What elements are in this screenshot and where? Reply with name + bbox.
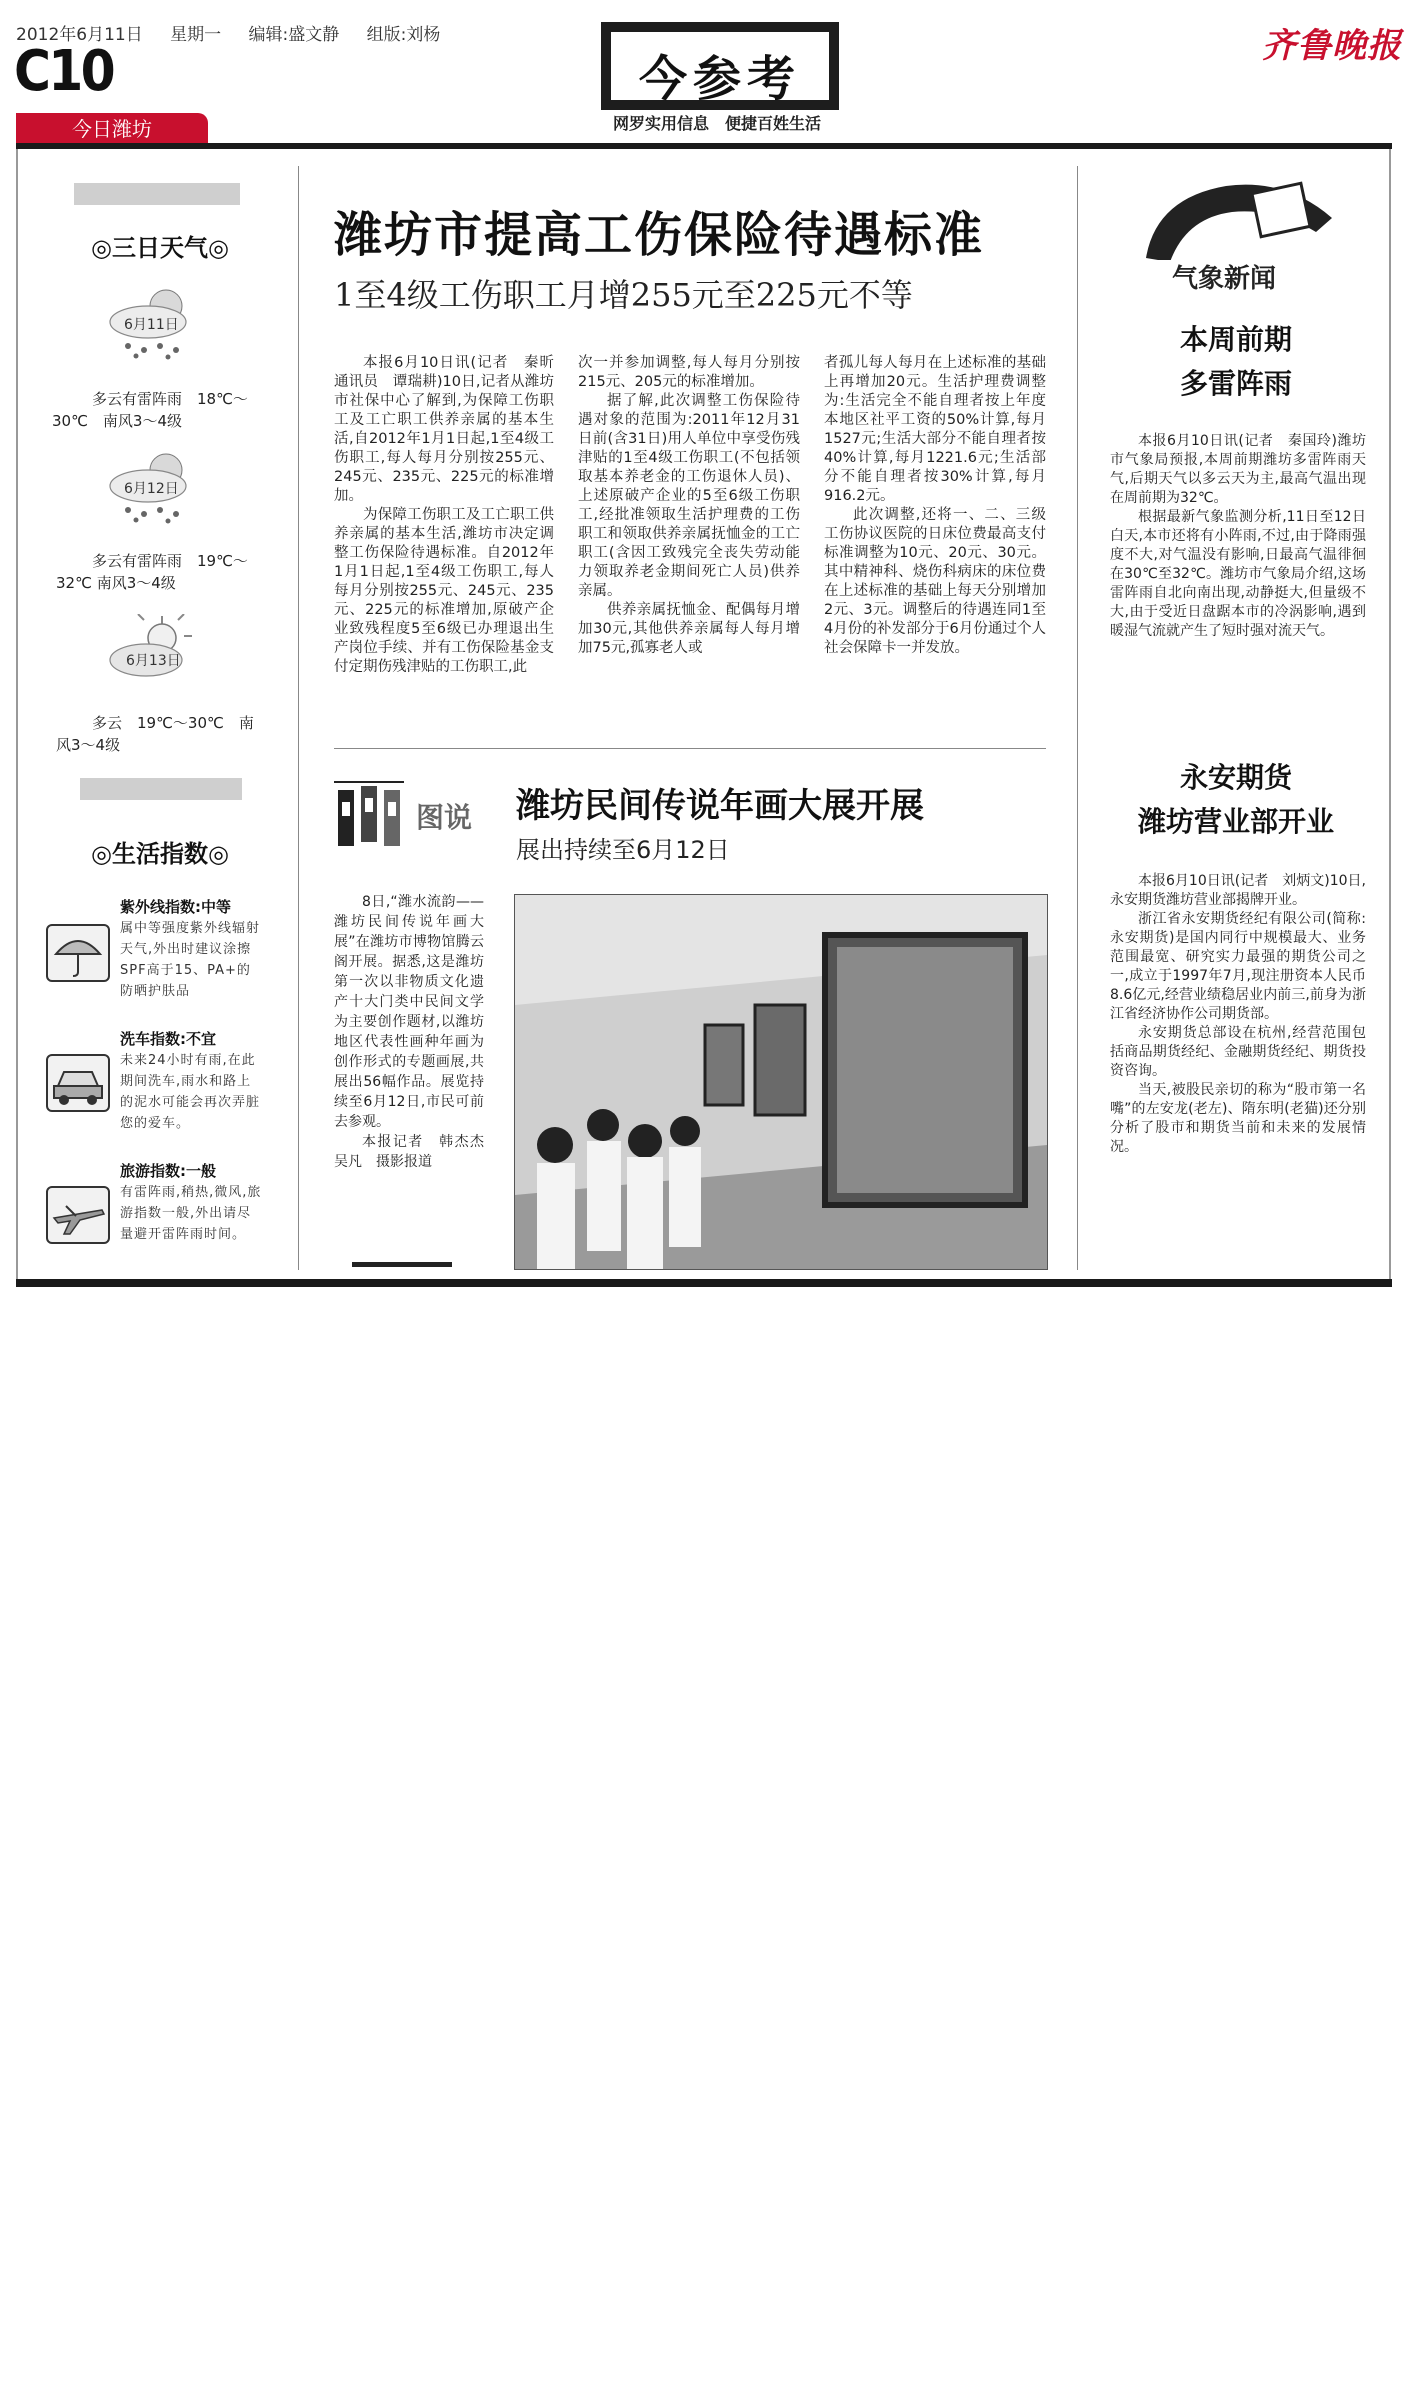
main-headline: 潍坊市提高工伤保险待遇标准 bbox=[334, 207, 985, 263]
headline-line: 多雷阵雨 bbox=[1179, 367, 1292, 400]
newspaper-brand: 齐鲁晚报 bbox=[1262, 26, 1402, 66]
paragraph: 次一并参加调整,每人每月分别按215元、205元的标准增加。 bbox=[578, 355, 800, 390]
page-number: C10 bbox=[14, 39, 114, 104]
right-story-2-headline bbox=[1100, 756, 1372, 844]
cloud-rain-icon bbox=[104, 450, 196, 524]
right-story-2-body bbox=[1110, 872, 1366, 1157]
article-separator bbox=[334, 748, 1046, 749]
airplane-icon bbox=[46, 1186, 110, 1244]
day-2-date: 6月12日 bbox=[124, 481, 179, 497]
weather-news-banner bbox=[1136, 178, 1346, 294]
day-1-forecast-line1: 多云有雷阵雨 18℃～ bbox=[92, 390, 248, 408]
right-column-divider bbox=[1077, 166, 1078, 1270]
main-subhead: 1至4级工伤职工月增255元至225元不等 bbox=[334, 276, 913, 314]
right-story-1-headline bbox=[1100, 318, 1372, 406]
travel-index-desc: 有雷阵雨,稍热,微风,旅游指数一般,外出请尽量避开雷阵雨时间。 bbox=[120, 1185, 262, 1242]
day-1-date: 6月11日 bbox=[124, 317, 179, 333]
day-1-forecast-line2: 30℃ 南风3～4级 bbox=[52, 412, 183, 430]
paragraph: 浙江省永安期货经纪有限公司(简称:永安期货)是国内同行中规模最大、业务范围最宽、研究实力最强的期货公司之一,成立于1997年7月,现注册资本人民币8.6亿元,经营业绩稳居业内前三,前身为浙江省经济协作公司期货部。 bbox=[1110, 911, 1366, 1022]
right-story-1-body bbox=[1110, 432, 1366, 641]
main-article-col-1 bbox=[334, 354, 569, 677]
day-2-forecast-line2: 32℃ 南风3～4级 bbox=[56, 574, 176, 592]
editor-credit: 编辑:盛文静 bbox=[248, 25, 340, 45]
frame-right-rule bbox=[1389, 149, 1391, 1279]
paragraph: 8日,“潍水流韵——潍坊民间传说年画大展”在潍坊市博物馆腾云阁开展。据悉,这是潍坊第一次以非物质文化遗产十大门类中民间文学为主要创作题材,以潍坊地区代表性画种年画为创作形式的专题画展,共展出56幅作品。展览持续至6月12日,市民可前去参观。 bbox=[334, 894, 484, 1130]
carwash-index-desc: 未来24小时有雨,在此期间洗车,雨水和路上的泥水可能会再次弄脏您的爱车。 bbox=[120, 1053, 261, 1131]
day-3-forecast-line2: 风3～4级 bbox=[56, 736, 121, 754]
paragraph: 本报6月10日讯(记者 秦昕 通讯员 谭瑞耕)10日,记者从潍坊市社保中心了解到,为保障工伤职工及工亡职工供养亲属的基本生活,自2012年1月1日起,1至4级工伤职工,每人每月分别按255元、245元、235元、225元的标准增加。 bbox=[334, 355, 569, 504]
masthead-slogan: 网罗实用信息 便捷百姓生活 bbox=[612, 114, 821, 133]
main-article-col-3 bbox=[824, 354, 1046, 658]
section-tab: 今日潍坊 bbox=[16, 113, 208, 145]
paragraph: 者孤儿每人每月在上述标准的基础上再增加20元。生活护理费调整为:生活完全不能自理者按上年度本地区社平工资的50%计算,每月1527元;生活大部分不能自理者按40%计算,每月1221.6元;生活部分不能自理者按30%计算,每月916.2元。 bbox=[824, 355, 1046, 504]
umbrella-icon bbox=[46, 924, 110, 982]
frame-left-rule bbox=[16, 149, 18, 1279]
photo-caption bbox=[334, 892, 498, 1172]
photo-film-icon bbox=[334, 776, 404, 850]
photo-tag: 图说 bbox=[416, 801, 473, 834]
paragraph: 据了解,此次调整工伤保险待遇对象的范围为:2011年12月31日前(含31日)用人单位中享受伤残津贴的1至4级工伤职工(不包括领取基本养老金的工伤退休人员)、上述原破产企业的5至6级工伤职工,经批准领取生活护理费的工伤职工和领取供养亲属抚恤金的工亡职工(含因工致残完全丧失劳动能力领取养老金期间死亡人员)供养亲属。 bbox=[578, 393, 800, 599]
cloud-rain-icon bbox=[104, 286, 196, 360]
paragraph: 供养亲属抚恤金、配偶每月增加30元,其他供养亲属每人每月增加75元,孤寡老人或 bbox=[578, 602, 800, 656]
left-column-divider bbox=[298, 166, 299, 1270]
paragraph: 根据最新气象监测分析,11日至12日白天,本市还将有小阵雨,不过,由于降雨强度不大,对气温没有影响,日最高气温徘徊在30℃至32℃。潍坊市气象局介绍,这场雷阵雨自北向南出现,动静挺大,但量级不大,由于受近日盘踞本市的冷涡影响,遇到暖湿气流就产生了短时强对流天气。 bbox=[1110, 509, 1366, 639]
issue-date: 2012年6月11日 bbox=[16, 25, 143, 45]
photo-headline: 潍坊民间传说年画大展开展 bbox=[516, 786, 924, 826]
layout-credit: 组版:刘杨 bbox=[366, 25, 441, 45]
weather-news-label: 气象新闻 bbox=[1172, 264, 1277, 294]
top-rule bbox=[16, 143, 1392, 149]
carwash-index-title: 洗车指数:不宜 bbox=[120, 1030, 216, 1048]
paragraph: 本报6月10日讯(记者 刘炳文)10日,永安期货潍坊营业部揭牌开业。 bbox=[1110, 873, 1366, 908]
weather-header-bar bbox=[74, 183, 240, 205]
paragraph: 为保障工伤职工及工亡职工供养亲属的基本生活,潍坊市决定调整工伤保险待遇标准。自2012年1月1日起,1至4级工伤职工,每人每月分别按255元、245元、235元、225元的标准增加,原破产企业致残程度5至6级已办理退出生产岗位手续、并有工伤保险基金支付定期伤残津贴的工伤职工,此 bbox=[334, 507, 554, 675]
life-index-header-bar bbox=[80, 778, 242, 800]
headline-line: 潍坊营业部开业 bbox=[1137, 805, 1334, 838]
masthead-logo bbox=[601, 22, 839, 110]
headline-line: 本周前期 bbox=[1179, 323, 1292, 356]
paragraph: 永安期货总部设在杭州,经营范围包括商品期货经纪、金融期货经纪、期货投资咨询。 bbox=[1110, 1025, 1366, 1079]
weather-heading: ◎三日天气◎ bbox=[91, 234, 229, 262]
day-2-forecast-line1: 多云有雷阵雨 19℃～ bbox=[92, 552, 248, 570]
caption-underline bbox=[352, 1262, 452, 1267]
day-3-date: 6月13日 bbox=[126, 653, 181, 669]
travel-index-title: 旅游指数:一般 bbox=[120, 1162, 216, 1180]
masthead-title: 今参考 bbox=[638, 51, 801, 107]
issue-weekday: 星期一 bbox=[170, 25, 222, 45]
paragraph: 本报记者 韩杰杰 吴凡 摄影报道 bbox=[334, 1134, 498, 1170]
main-article-col-2 bbox=[578, 354, 800, 658]
bottom-rule bbox=[16, 1279, 1392, 1287]
uv-index-desc: 属中等强度紫外线辐射天气,外出时建议涂擦SPF高于15、PA+的防晒护肤品 bbox=[120, 921, 261, 999]
headline-line: 永安期货 bbox=[1179, 761, 1292, 794]
exhibition-photo bbox=[514, 894, 1048, 1270]
sun-cloud-icon bbox=[104, 614, 196, 688]
life-index-heading: ◎生活指数◎ bbox=[91, 840, 229, 868]
paragraph: 此次调整,还将一、二、三级工伤协议医院的日床位费最高支付标准调整为10元、20元、30元。其中精神科、烧伤科病床的床位费在上述标准的基础上每天分别增加2元、3元。调整后的待遇连同1至4月份的补发部分于6月份通过个人社会保障卡一并发放。 bbox=[824, 507, 1046, 656]
day-3-forecast-line1: 多云 19℃～30℃ 南 bbox=[92, 714, 254, 732]
car-icon bbox=[46, 1054, 110, 1112]
paragraph: 当天,被股民亲切的称为“股市第一名嘴”的左安龙(老左)、隋东明(老猫)还分别分析了股市和期货当前和未来的发展情况。 bbox=[1110, 1082, 1366, 1155]
uv-index-title: 紫外线指数:中等 bbox=[120, 898, 231, 916]
paragraph: 本报6月10日讯(记者 秦国玲)潍坊市气象局预报,本周前期潍坊多雷阵雨天气,后期天气以多云天为主,最高气温出现在周前期为32℃。 bbox=[1110, 433, 1366, 506]
photo-subhead: 展出持续至6月12日 bbox=[516, 836, 730, 864]
